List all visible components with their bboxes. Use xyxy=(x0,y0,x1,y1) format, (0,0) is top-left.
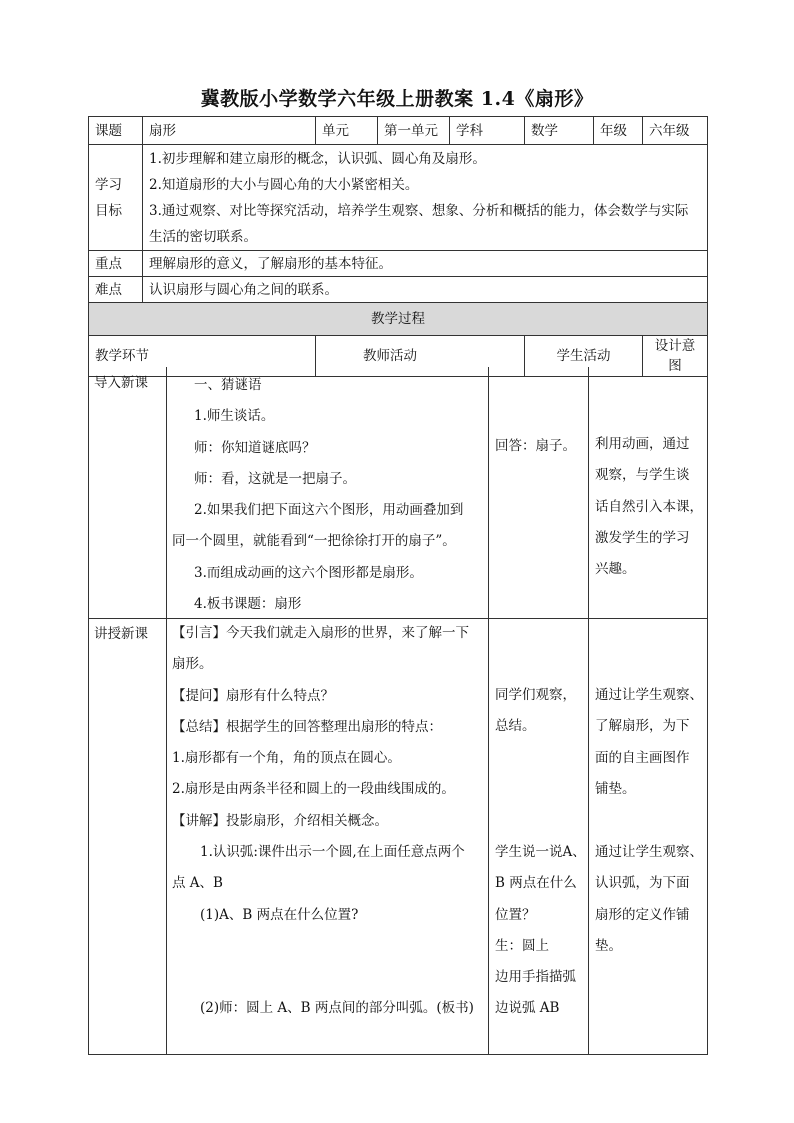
key-point-label: 重点 xyxy=(89,251,143,277)
student-line: B 两点在什么 xyxy=(495,875,577,892)
difficulty-label: 难点 xyxy=(89,277,143,303)
topic-value: 扇形 xyxy=(143,117,316,145)
intent-column-header: 设计意图 xyxy=(643,336,708,377)
teacher-line: 3.而组成动画的这六个图形都是扇形。 xyxy=(194,564,423,581)
new-lesson-student-activity-2 xyxy=(495,837,587,1025)
intent-line: 扇形的定义作铺 xyxy=(595,906,690,923)
new-lesson-stage: 讲授新课 xyxy=(94,626,148,642)
page-title: 冀教版小学数学六年级上册教案 1.4《扇形》 xyxy=(200,88,594,110)
intent-line: 面的自主画图作 xyxy=(595,749,690,766)
intent-line: 利用动画，通过 xyxy=(595,436,690,452)
teacher-line: 【讲解】投影扇形，介绍相关概念。 xyxy=(172,812,388,829)
student-line: 总结。 xyxy=(495,718,536,735)
teacher-line: 1.师生谈话。 xyxy=(194,408,275,425)
subject-label: 学科 xyxy=(450,117,525,145)
intent-line: 通过让学生观察、 xyxy=(595,687,703,703)
key-point-value: 理解扇形的意义，了解扇形的基本特征。 xyxy=(143,251,708,277)
key-point-row xyxy=(89,251,708,277)
teacher-line: 1.认识弧:课件出示一个圆,在上面任意点两个 xyxy=(200,844,465,861)
goals-label-line2: 目标 xyxy=(95,202,122,219)
goals-content xyxy=(143,145,708,251)
student-line: 同学们观察， xyxy=(495,687,576,703)
goal-item: 1.初步理解和建立扇形的概念，认识弧、圆心角及扇形。 xyxy=(149,150,486,167)
student-line: 边用手指描弧 xyxy=(495,969,576,986)
goals-row xyxy=(89,145,708,251)
teacher-line: 师：你知道谜底吗？ xyxy=(194,439,316,456)
teacher-line: 同一个圆里，就能看到“一把徐徐打开的扇子”。 xyxy=(172,533,456,550)
grade-value: 六年级 xyxy=(643,117,708,145)
intro-design-intent xyxy=(595,429,705,585)
teacher-line: 2.如果我们把下面这六个图形，用动画叠加到 xyxy=(194,502,464,519)
goal-item: 3.通过观察、对比等探究活动，培养学生观察、想象、分析和概括的能力，体会数学与实际生活的密切联系。 xyxy=(149,202,689,245)
stage-column-header: 教学环节 xyxy=(89,336,316,377)
goals-label-line1: 学习 xyxy=(95,176,122,193)
intent-line: 通过让学生观察、 xyxy=(595,844,703,860)
student-line: 边说弧 AB xyxy=(495,1000,560,1017)
teacher-line: 【提问】扇形有什么特点？ xyxy=(172,687,334,704)
new-lesson-teacher-activity xyxy=(172,618,486,1024)
intent-line: 了解扇形，为下 xyxy=(595,718,690,735)
intro-student-activity: 回答：扇子。 xyxy=(495,438,576,454)
process-header-row xyxy=(89,303,708,336)
unit-label: 单元 xyxy=(316,117,378,145)
intro-teacher-activity xyxy=(172,370,484,620)
new-lesson-student-activity-1 xyxy=(495,680,587,743)
process-body xyxy=(88,367,707,1055)
intent-line: 认识弧，为下面 xyxy=(595,875,690,892)
teacher-line: (2)师：圆上 A、B 两点间的部分叫弧。(板书) xyxy=(200,999,474,1016)
student-column-header: 学生活动 xyxy=(525,336,643,377)
subject-value: 数学 xyxy=(525,117,594,145)
intent-line: 观察，与学生谈 xyxy=(595,467,690,484)
intent-line: 垫。 xyxy=(595,937,622,954)
teacher-line: 1.扇形都有一个角，角的顶点在圆心。 xyxy=(172,750,401,767)
teacher-line: (1)A、B 两点在什么位置? xyxy=(200,906,359,923)
teacher-line: 【总结】根据学生的回答整理出扇形的特点： xyxy=(172,718,442,735)
teacher-line: 2.扇形是由两条半径和圆上的一段曲线围成的。 xyxy=(172,781,455,798)
info-row xyxy=(89,117,708,145)
teacher-column-header: 教师活动 xyxy=(316,336,525,377)
student-line: 生：圆上 xyxy=(495,937,549,954)
student-line: 学生说一说A、 xyxy=(495,844,586,860)
topic-label: 课题 xyxy=(89,117,143,145)
teacher-line: 一、猜谜语 xyxy=(194,377,262,393)
grade-label: 年级 xyxy=(594,117,643,145)
teacher-line: 扇形。 xyxy=(172,656,213,673)
unit-value: 第一单元 xyxy=(378,117,450,145)
intent-line: 话自然引入本课， xyxy=(595,498,703,515)
difficulty-value: 认识扇形与圆心角之间的联系。 xyxy=(143,277,708,303)
intent-line: 兴趣。 xyxy=(595,561,636,578)
teacher-line: 师：看，这就是一把扇子。 xyxy=(194,470,356,487)
goal-item: 2.知道扇形的大小与圆心角的大小紧密相关。 xyxy=(149,176,419,193)
teacher-line: 【引言】今天我们就走入扇形的世界，来了解一下 xyxy=(172,625,469,641)
teacher-line: 点 A、B xyxy=(172,875,223,892)
lesson-plan-table xyxy=(88,116,708,377)
intro-stage: 导入新课 xyxy=(94,375,148,391)
difficulty-row xyxy=(89,277,708,303)
goals-label xyxy=(89,145,143,251)
new-lesson-design-intent-1 xyxy=(595,680,705,805)
process-header: 教学过程 xyxy=(89,303,708,336)
intent-line: 铺垫。 xyxy=(595,780,636,797)
teacher-line: 4.板书课题：扇形 xyxy=(194,596,302,613)
intent-line: 激发学生的学习 xyxy=(595,529,690,546)
new-lesson-design-intent-2 xyxy=(595,837,705,962)
student-line: 位置？ xyxy=(495,906,536,923)
